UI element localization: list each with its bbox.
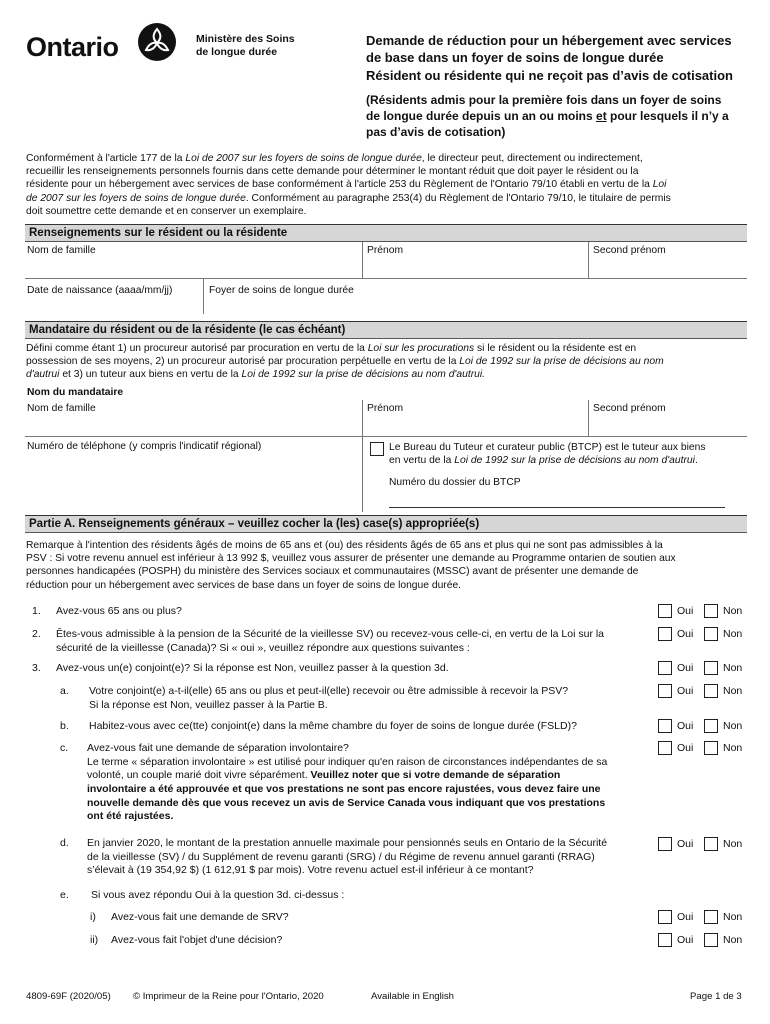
oui-label: Oui — [677, 662, 694, 674]
question-number: ii) — [90, 934, 99, 946]
question-number: 1. — [32, 605, 41, 617]
form-title: Demande de réduction pour un hébergement avec services de base dans un foyer de soins de longue durée Résident ou résidente qui ne reçoit pas d’avis de cotisation — [366, 33, 733, 83]
divider — [25, 278, 747, 279]
question-2-text: Êtes-vous admissible à la pension de la Sécurité de la vieillesse SV) ou recevez-vous celle-ci, en vertu de la Loi sur la sécurité de la vieillesse (Canada)? Si « oui », veuillez répondre aux questions suivantes : — [56, 628, 605, 654]
btcp-checkbox[interactable] — [370, 442, 384, 456]
representative-section-heading: Mandataire du résident ou de la résidente (le cas échéant) — [25, 321, 747, 339]
question-number: c. — [60, 742, 69, 754]
resident-firstname-field[interactable] — [366, 258, 584, 276]
divider — [203, 278, 204, 314]
representative-firstname-label: Prénom — [367, 403, 404, 414]
oui-label: Oui — [677, 742, 694, 754]
question-1-text: Avez-vous 65 ans ou plus? — [56, 605, 182, 617]
representative-name-heading: Nom du mandataire — [27, 387, 124, 398]
question-number: i) — [90, 911, 96, 923]
q1-oui-checkbox[interactable] — [658, 604, 672, 618]
resident-middlename-field[interactable] — [592, 258, 746, 276]
representative-lastname-label: Nom de famille — [27, 403, 96, 414]
form-number: 4809-69F (2020/05) — [26, 991, 111, 1002]
copyright: © Imprimeur de la Reine pour l'Ontario, 2020 — [133, 991, 324, 1002]
question-3b-text: Habitez-vous avec ce(tte) conjoint(e) dans la même chambre du foyer de soins de longue durée (FSLD)? — [89, 720, 577, 732]
q3ei-oui-checkbox[interactable] — [658, 910, 672, 924]
representative-lastname-field[interactable] — [28, 416, 358, 434]
divider — [362, 242, 363, 278]
english-availability: Available in English — [371, 991, 455, 1002]
representative-phone-label: Numéro de téléphone (y compris l'indicatif régional) — [27, 441, 262, 452]
q3a-non-checkbox[interactable] — [704, 684, 718, 698]
ministry-name: Ministère des Soins de longue durée — [196, 33, 295, 59]
q3ei-non-checkbox[interactable] — [704, 910, 718, 924]
oui-label: Oui — [677, 911, 694, 923]
question-3e-text: Si vous avez répondu Oui à la question 3d. ci-dessus : — [91, 889, 345, 901]
question-3e-ii-text: Avez-vous fait l'objet d'une décision? — [111, 934, 283, 946]
q2-oui-checkbox[interactable] — [658, 627, 672, 641]
oui-label: Oui — [677, 628, 694, 640]
resident-middlename-label: Second prénom — [593, 245, 666, 256]
divider — [25, 436, 747, 437]
divider — [588, 400, 589, 436]
question-3c-text: Avez-vous fait une demande de séparation involontaire? Le terme « séparation involontaire » est utilisé pour indiquer qu'en raison de circonstances indépendantes de sa volonté, un couple marié doit vivre séparément. Veuillez noter que si votre demande de séparation involontaire a été approuvée et que vos prestations ne sont pas encore rajustées, vous devez faire une nouvelle demande dès que vous recevez un avis de Service Canada vous indiquant que vos prestations ont été rajustées. — [87, 742, 608, 823]
non-label: Non — [723, 838, 743, 850]
form-subtitle: (Résidents admis pour la première fois dans un foyer de soins de longue durée depuis un an ou moins et pour lesquels il n’y a pas d’avis de cotisation) — [366, 93, 729, 140]
representative-phone-field[interactable] — [28, 456, 358, 506]
oui-label: Oui — [677, 685, 694, 697]
non-label: Non — [723, 662, 743, 674]
resident-home-field[interactable] — [208, 298, 744, 314]
q3d-non-checkbox[interactable] — [704, 837, 718, 851]
part-a-note: Remarque à l'intention des résidents âgés de moins de 65 ans et (ou) des résidents âgés de 65 ans et plus qui ne sont pas admissibles à la PSV : Si votre revenu annuel est inférieur à 13 992 $, veuillez vous assurer de présenter une demande au Programme ontarien de soutien aux personnes handicapées (POSPH) du ministère des Services sociaux et communautaires (MSSC) avant de présenter une demande de réduction pour un hébergement avec services de base dans un foyer de soins de longue durée. — [26, 540, 676, 591]
q3-non-checkbox[interactable] — [704, 661, 718, 675]
btcp-file-field[interactable] — [389, 492, 725, 508]
resident-firstname-label: Prénom — [367, 245, 404, 256]
divider — [362, 400, 363, 436]
non-label: Non — [723, 934, 743, 946]
resident-dob-label: Date de naissance (aaaa/mm/jj) — [27, 285, 173, 296]
representative-definition: Défini comme étant 1) un procureur autorisé par procuration en vertu de la Loi sur les procurations si le résident ou la résidente est en possession de ses moyens, 2) un procureur autorisé par procuration perpétuelle en vertu de la Loi de 1992 sur la prise de décisions au nom d'autrui et 3) un tuteur aux biens en vertu de la Loi de 1992 sur la prise de décisions au nom d'autrui. — [26, 343, 664, 381]
divider — [588, 242, 589, 278]
oui-label: Oui — [677, 838, 694, 850]
btcp-statement: Le Bureau du Tuteur et curateur public (BTCP) est le tuteur aux biens en vertu de la Loi de 1992 sur la prise de décisions au nom d'autrui. — [389, 442, 706, 467]
representative-firstname-field[interactable] — [366, 416, 584, 434]
q3b-oui-checkbox[interactable] — [658, 719, 672, 733]
question-3e-i-text: Avez-vous fait une demande de SRV? — [111, 911, 289, 923]
oui-label: Oui — [677, 605, 694, 617]
question-number: b. — [60, 720, 69, 732]
trillium-logo-icon — [137, 22, 177, 62]
question-3d-text: En janvier 2020, le montant de la prestation annuelle maximale pour pensionnés seuls en Ontario de la Sécurité de la vieillesse (SV) / du Supplément de revenu garanti (SRG) / du Régime de revenu annuel garanti (RRAG) s’élevait à (19 354,92 $) (1 612,91 $ par mois). Votre revenu actuel est-il inférieur à ce montant? — [87, 837, 608, 877]
q3eii-non-checkbox[interactable] — [704, 933, 718, 947]
question-number: d. — [60, 837, 69, 849]
resident-lastname-field[interactable] — [28, 258, 358, 276]
part-a-heading: Partie A. Renseignements généraux – veuillez cocher la (les) case(s) appropriée(s) — [25, 515, 747, 533]
non-label: Non — [723, 911, 743, 923]
resident-section-heading: Renseignements sur le résident ou la résidente — [25, 224, 747, 242]
q3-oui-checkbox[interactable] — [658, 661, 672, 675]
q3b-non-checkbox[interactable] — [704, 719, 718, 733]
question-3a-text: Votre conjoint(e) a-t-il(elle) 65 ans ou plus et peut-il(elle) recevoir ou être admissible à recevoir la PSV? Si la réponse est Non, veuillez passer à la Partie B. — [89, 685, 569, 711]
question-3-text: Avez-vous un(e) conjoint(e)? Si la réponse est Non, veuillez passer à la question 3d. — [56, 662, 449, 674]
question-number: a. — [60, 685, 69, 697]
question-number: e. — [60, 889, 69, 901]
resident-dob-field[interactable] — [28, 298, 198, 314]
question-number: 2. — [32, 628, 41, 640]
intro-paragraph: Conformément à l'article 177 de la Loi de 2007 sur les foyers de soins de longue durée, le directeur peut, directement ou indirectement, recueillir les renseignements personnels fournis dans cette demande pour déterminer le montant réduit que doit payer le résident ou la résidente pour un hébergement avec services de base conformément à l'article 253 du Règlement de l'Ontario 79/10 établi en vertu de la Loi de 2007 sur les foyers de soins de longue durée. Conformément au paragraphe 253(4) du Règlement de l'Ontario 79/10, le titulaire de permis doit soumettre cette demande et en conserver un exemplaire. — [26, 153, 671, 217]
q3eii-oui-checkbox[interactable] — [658, 933, 672, 947]
question-number: 3. — [32, 662, 41, 674]
btcp-file-label: Numéro du dossier du BTCP — [389, 477, 521, 488]
ontario-logo-text: Ontario — [26, 32, 119, 62]
q3a-oui-checkbox[interactable] — [658, 684, 672, 698]
q3c-oui-checkbox[interactable] — [658, 741, 672, 755]
q3d-oui-checkbox[interactable] — [658, 837, 672, 851]
representative-middlename-field[interactable] — [592, 416, 746, 434]
resident-home-label: Foyer de soins de longue durée — [209, 285, 354, 296]
non-label: Non — [723, 605, 743, 617]
page-number: Page 1 de 3 — [690, 991, 742, 1002]
oui-label: Oui — [677, 934, 694, 946]
q2-non-checkbox[interactable] — [704, 627, 718, 641]
oui-label: Oui — [677, 720, 694, 732]
q1-non-checkbox[interactable] — [704, 604, 718, 618]
divider — [362, 436, 363, 512]
non-label: Non — [723, 628, 743, 640]
non-label: Non — [723, 685, 743, 697]
q3c-non-checkbox[interactable] — [704, 741, 718, 755]
resident-lastname-label: Nom de famille — [27, 245, 96, 256]
non-label: Non — [723, 742, 743, 754]
representative-middlename-label: Second prénom — [593, 403, 666, 414]
non-label: Non — [723, 720, 743, 732]
